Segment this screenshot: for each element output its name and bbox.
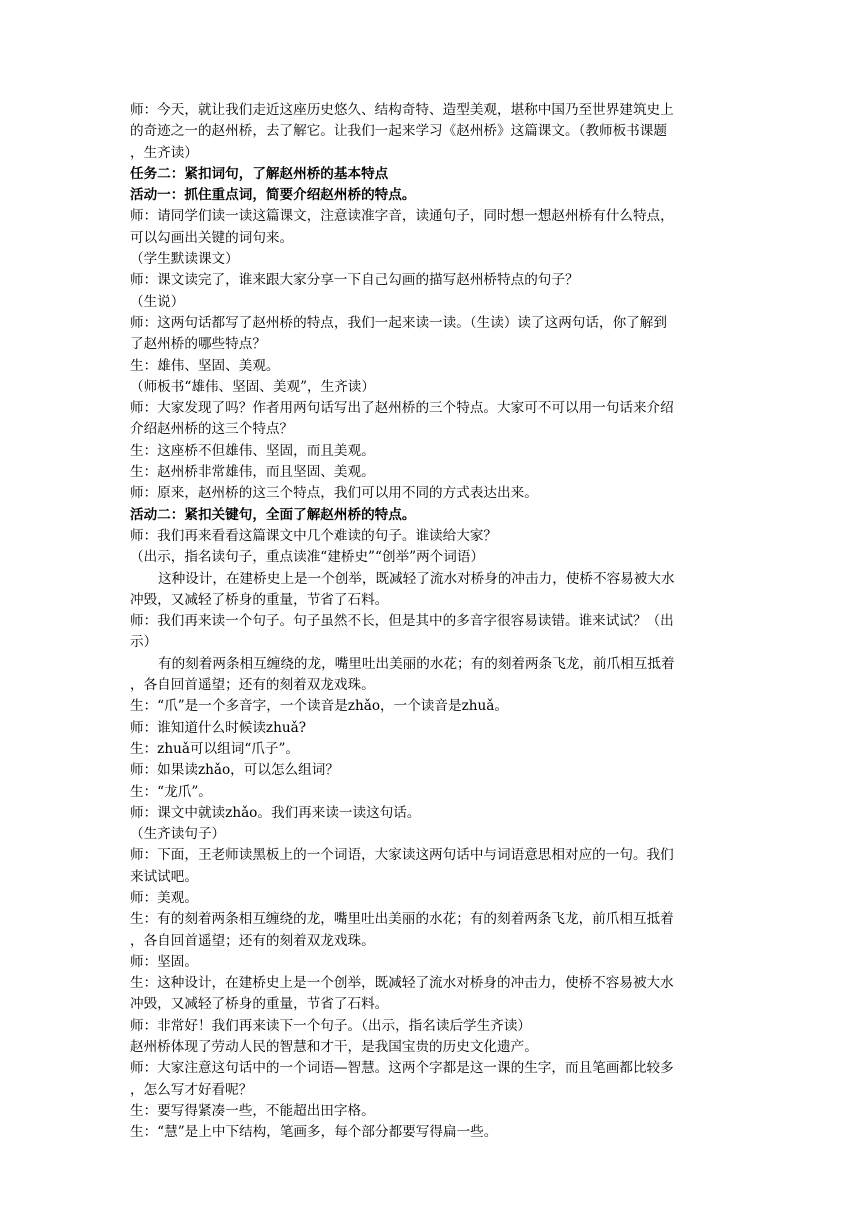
- text-line: 生：有的刻着两条相互缠绕的龙，嘴里吐出美丽的水花；有的刻着两条飞龙，前爪相互抵着: [130, 911, 674, 928]
- document-body: [130, 100, 730, 1144]
- text-line: 冲毁，又减轻了桥身的重量，节省了石料。: [130, 996, 389, 1013]
- text-line: 生：赵州桥非常雄伟，而且坚固、美观。: [130, 464, 375, 481]
- text-line: 师：请同学们读一读这篇课文，注意读准字音，读通句子，同时想一想赵州桥有什么特点，: [130, 208, 674, 225]
- text-line: 师：大家注意这句话中的一个词语—智慧。这两个字都是这一课的生字，而且笔画都比较多: [130, 1060, 674, 1077]
- text-line: 师：谁知道什么时候读zhuǎ?: [130, 719, 307, 736]
- text-line: 师：坚固。: [130, 953, 198, 970]
- text-line: 介绍赵州桥的这三个特点？: [130, 421, 294, 438]
- text-line: 示）: [130, 634, 158, 651]
- text-line: 师：这两句话都写了赵州桥的特点，我们一起来读一读。（生读）读了这两句话，你了解到: [130, 314, 667, 331]
- section-heading: 任务二：紧扣词句，了解赵州桥的基本特点: [130, 165, 389, 182]
- text-line: （生说）: [130, 293, 185, 310]
- text-line: 师：我们再来读一个句子。句子虽然不长，但是其中的多音字很容易读错。谁来试试？（出: [130, 613, 674, 630]
- text-line: 师：原来，赵州桥的这三个特点，我们可以用不同的方式表达出来。: [130, 485, 538, 502]
- text-line: 生：“慧”是上中下结构，笔画多，每个部分都要写得扁一些。: [130, 1124, 498, 1141]
- text-line: （出示，指名读句子，重点读准“建桥史”“创举”两个词语）: [130, 549, 485, 566]
- text-line: 生：“爪”是一个多音字，一个读音是zhǎo，一个读音是zhuǎ。: [130, 698, 508, 715]
- text-line: 生：要写得紧凑一些，不能超出田字格。: [130, 1102, 375, 1119]
- text-line: 这种设计，在建桥史上是一个创举，既减轻了流水对桥身的冲击力，使桥不容易被大水: [158, 570, 675, 587]
- text-line: 生：这种设计，在建桥史上是一个创举，既减轻了流水对桥身的冲击力，使桥不容易被大水: [130, 975, 674, 992]
- text-line: 生：zhuǎ可以组词“爪子”。: [130, 740, 300, 757]
- text-line: 生：这座桥不但雄伟、坚固，而且美观。: [130, 442, 375, 459]
- text-line: 师：美观。: [130, 889, 198, 906]
- text-line: 了赵州桥的哪些特点？: [130, 336, 266, 353]
- text-line: 师：我们再来看看这篇课文中几个难读的句子。谁读给大家？: [130, 527, 498, 544]
- text-line: 师：课文中就读zhǎo。我们再来读一读这句话。: [130, 804, 421, 821]
- text-line: （生齐读句子）: [130, 826, 226, 843]
- text-line: 有的刻着两条相互缠绕的龙，嘴里吐出美丽的水花；有的刻着两条飞龙，前爪相互抵着: [158, 655, 675, 672]
- text-line: 冲毁，又减轻了桥身的重量，节省了石料。: [130, 591, 389, 608]
- text-line: 师：如果读zhǎo，可以怎么组词？: [130, 762, 339, 779]
- text-line: （师板书“雄伟、坚固、美观”，生齐读）: [130, 378, 375, 395]
- text-line: 赵州桥体现了劳动人民的智慧和才干，是我国宝贵的历史文化遗产。: [130, 1039, 538, 1056]
- section-heading: 活动二：紧扣关键句，全面了解赵州桥的特点。: [130, 506, 416, 523]
- text-line: 来试试吧。: [130, 868, 198, 885]
- text-line: 师：课文读完了，谁来跟大家分享一下自己勾画的描写赵州桥特点的句子？: [130, 272, 579, 289]
- text-line: （学生默读课文）: [130, 251, 239, 268]
- text-line: ，生齐读）: [130, 144, 198, 161]
- text-line: 师：下面，王老师读黑板上的一个词语，大家读这两句话中与词语意思相对应的一句。我们: [130, 847, 674, 864]
- text-line: 师：非常好！我们再来读下一个句子。（出示，指名读后学生齐读）: [130, 1017, 532, 1034]
- text-line: ，各自回首遥望；还有的刻着双龙戏珠。: [130, 932, 375, 949]
- section-heading: 活动一：抓住重点词，简要介绍赵州桥的特点。: [130, 187, 416, 204]
- text-line: 师：今天，就让我们走近这座历史悠久、结构奇特、造型美观，堪称中国乃至世界建筑史上: [130, 102, 674, 118]
- text-line: 可以勾画出关键的词句来。: [130, 229, 294, 246]
- text-line: 的奇迹之一的赵州桥，去了解它。让我们一起来学习《赵州桥》这篇课文。（教师板书课题: [130, 123, 667, 140]
- text-line: ，怎么写才好看呢？: [130, 1081, 253, 1098]
- text-line: ，各自回首遥望；还有的刻着双龙戏珠。: [130, 677, 375, 694]
- text-line: 师：大家发现了吗？作者用两句话写出了赵州桥的三个特点。大家可不可以用一句话来介绍: [130, 400, 674, 417]
- text-line: 生：雄伟、坚固、美观。: [130, 357, 280, 374]
- text-line: 生：“龙爪”。: [130, 783, 212, 800]
